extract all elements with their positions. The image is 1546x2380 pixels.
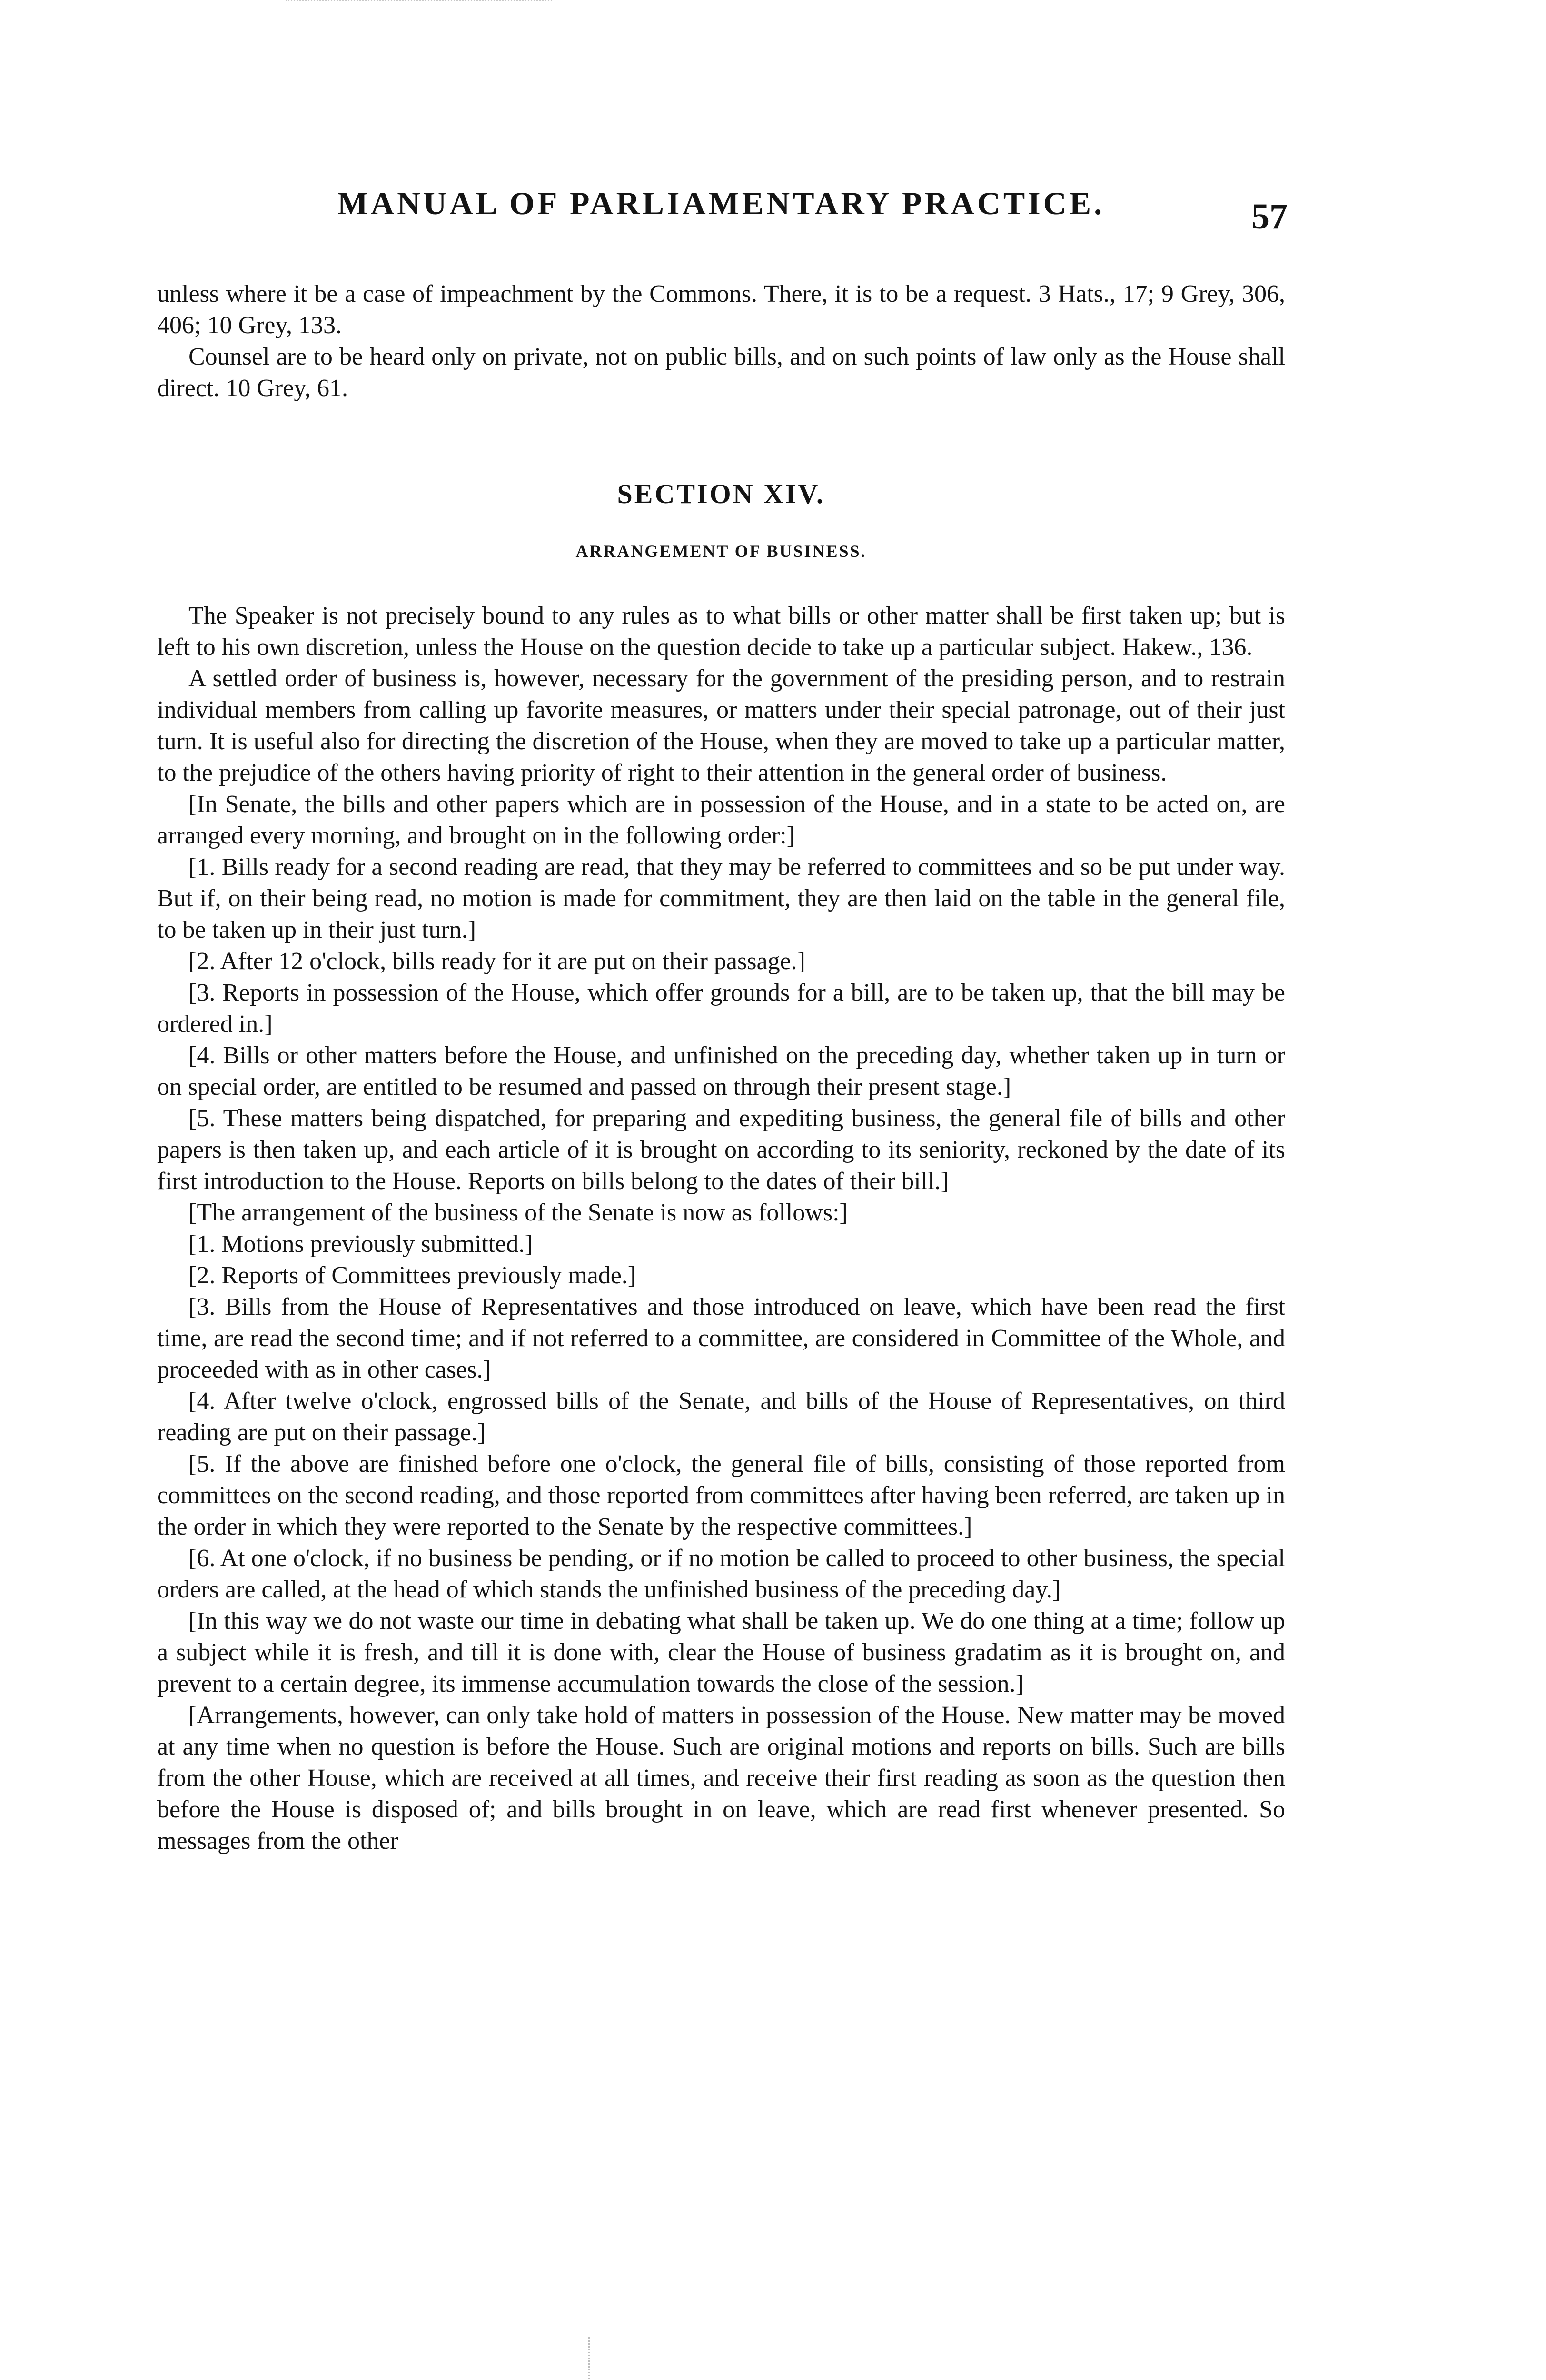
page-header [157, 185, 1288, 237]
body-paragraph: [2. Reports of Committees previously made.] [188, 1262, 636, 1289]
body-paragraph: [In this way we do not waste our time in debating what shall be taken up. We do one thing at a time; follow up a subject while it is fresh, and till it is done with, clear the House of business gradatim as it is brought on, and prevent to a certain degree, its immense accumulation towards the close of the session.] [157, 1607, 1285, 1697]
body-paragraph: [5. These matters being dispatched, for preparing and expediting business, the general file of bills and other papers is then taken up, and each article of it is brought on according to its seniority, reckoned by the date of its first introduction to the House. Reports on bills belong to the dates of their bill.] [157, 1105, 1285, 1195]
body-paragraph: [1. Motions previously submitted.] [188, 1230, 533, 1258]
body-paragraph: [5. If the above are finished before one o'clock, the general file of bills, consisting of those reported from committees on the second reading, and those reported from committees after having been referred, are taken up in the order in which they were reported to the Senate by the respective committees.] [157, 1450, 1285, 1540]
page-body [157, 278, 1285, 1857]
section-heading: SECTION XIV. [617, 478, 825, 509]
scan-artifact-bottom [588, 2337, 592, 2380]
body-paragraph: [4. After twelve o'clock, engrossed bills of the Senate, and bills of the House of Representatives, on third reading are put on their passage.] [157, 1388, 1285, 1446]
body-paragraph: [The arrangement of the business of the Senate is now as follows:] [188, 1199, 848, 1226]
body-paragraph: A settled order of business is, however, necessary for the government of the presiding person, and to restrain individual members from calling up favorite measures, or matters under their special patronage, out of their just turn. It is useful also for directing the discretion of the House, when they are moved to take up a particular matter, to the prejudice of the others having priority of right to their attention in the general order of business. [157, 665, 1285, 786]
intro-paragraph: Counsel are to be heard only on private, not on public bills, and on such points of law only as the House shall direct. 10 Grey, 61. [157, 343, 1285, 402]
section-subheading: ARRANGEMENT OF BUSINESS. [575, 542, 867, 561]
body-paragraph: [In Senate, the bills and other papers which are in possession of the House, and in a state to be acted on, are arranged every morning, and brought on in the following order:] [157, 791, 1285, 849]
body-paragraph: [1. Bills ready for a second reading are read, that they may be referred to committees and so be put under way. But if, on their being read, no motion is made for commitment, they are then laid on the table in the general file, to be taken up in their just turn.] [157, 853, 1285, 943]
body-paragraph: [3. Reports in possession of the House, which offer grounds for a bill, are to be taken up, that the bill may be ordered in.] [157, 979, 1285, 1038]
body-paragraph: [2. After 12 o'clock, bills ready for it are put on their passage.] [188, 948, 805, 975]
body-paragraph: [3. Bills from the House of Representatives and those introduced on leave, which have been read the first time, are read the second time; and if not referred to a committee, are considered in Committee of the Whole, and proceeded with as in other cases.] [157, 1293, 1285, 1383]
page-number: 57 [1251, 197, 1288, 237]
intro-paragraph: unless where it be a case of impeachment by the Commons. There, it is to be a request. 3 Hats., 17; 9 Grey, 306, 406; 10 Grey, 133. [157, 280, 1285, 339]
body-paragraph: [6. At one o'clock, if no business be pending, or if no motion be called to proceed to other business, the special orders are called, at the head of which stands the unfinished business of the preceding day.] [157, 1545, 1285, 1603]
running-title: MANUAL OF PARLIAMENTARY PRACTICE. [337, 185, 1105, 221]
scan-artifact-top [286, 0, 552, 5]
body-paragraph: [4. Bills or other matters before the House, and unfinished on the preceding day, whether taken up in turn or on special order, are entitled to be resumed and passed on through their present stage.] [157, 1042, 1285, 1101]
body-paragraph: [Arrangements, however, can only take hold of matters in possession of the House. New matter may be moved at any time when no question is before the House. Such are original motions and reports on bills. Such are bills from the other House, which are received at all times, and receive their first reading as soon as the question then before the House is disposed of; and bills brought in on leave, which are read first whenever presented. So messages from the other [157, 1702, 1285, 1854]
body-paragraph: The Speaker is not precisely bound to any rules as to what bills or other matter shall be first taken up; but is left to his own discretion, unless the House on the question decide to take up a particular subject. Hakew., 136. [157, 602, 1285, 661]
